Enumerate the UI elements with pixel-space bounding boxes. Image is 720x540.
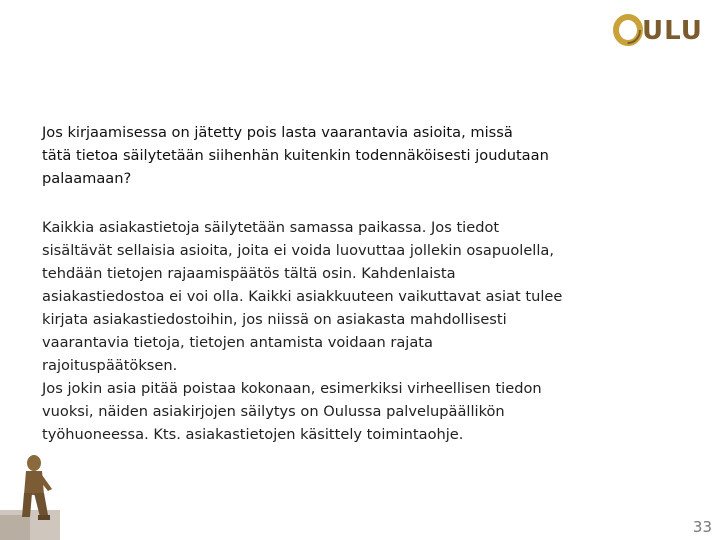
answer-paragraph-2: Jos jokin asia pitää poistaa kokonaan, esimerkiksi virheellisen tiedon vuoksi, näiden asiakirjojen säilytys on Oulussa palvelupäällikön työhuoneessa. Kts. asiakastietojen käsittely toimintaohje.	[42, 380, 542, 443]
oulu-logo-text: ULU	[642, 16, 703, 46]
statue-image	[0, 455, 60, 540]
oulu-logo	[612, 10, 712, 50]
answer-body	[42, 216, 682, 446]
answer-paragraph-1: Kaikkia asiakastietoja säilytetään samassa paikassa. Jos tiedot sisältävät sellaisia asioita, joita ei voida luovuttaa jollekin osapuolella, tehdään tietojen rajaamispäätös tältä osin. Kahdenlaista asiakastiedostoa ei voi olla. Kaikki asiakkuuteen vaikuttavat asiat tulee kirjata asiakastiedostoihin, jos niissä on asiakasta mahdollisesti vaarantavia tietoja, tietojen antamista voidaan rajata rajoituspäätöksen.	[42, 219, 563, 374]
page-number: 33	[692, 518, 712, 536]
question-heading: Jos kirjaamisessa on jätetty pois lasta vaarantavia asioita, missä tätä tietoa säilytetään siihenhän kuitenkin todennäköisesti joudutaan palaamaan?	[42, 124, 549, 187]
